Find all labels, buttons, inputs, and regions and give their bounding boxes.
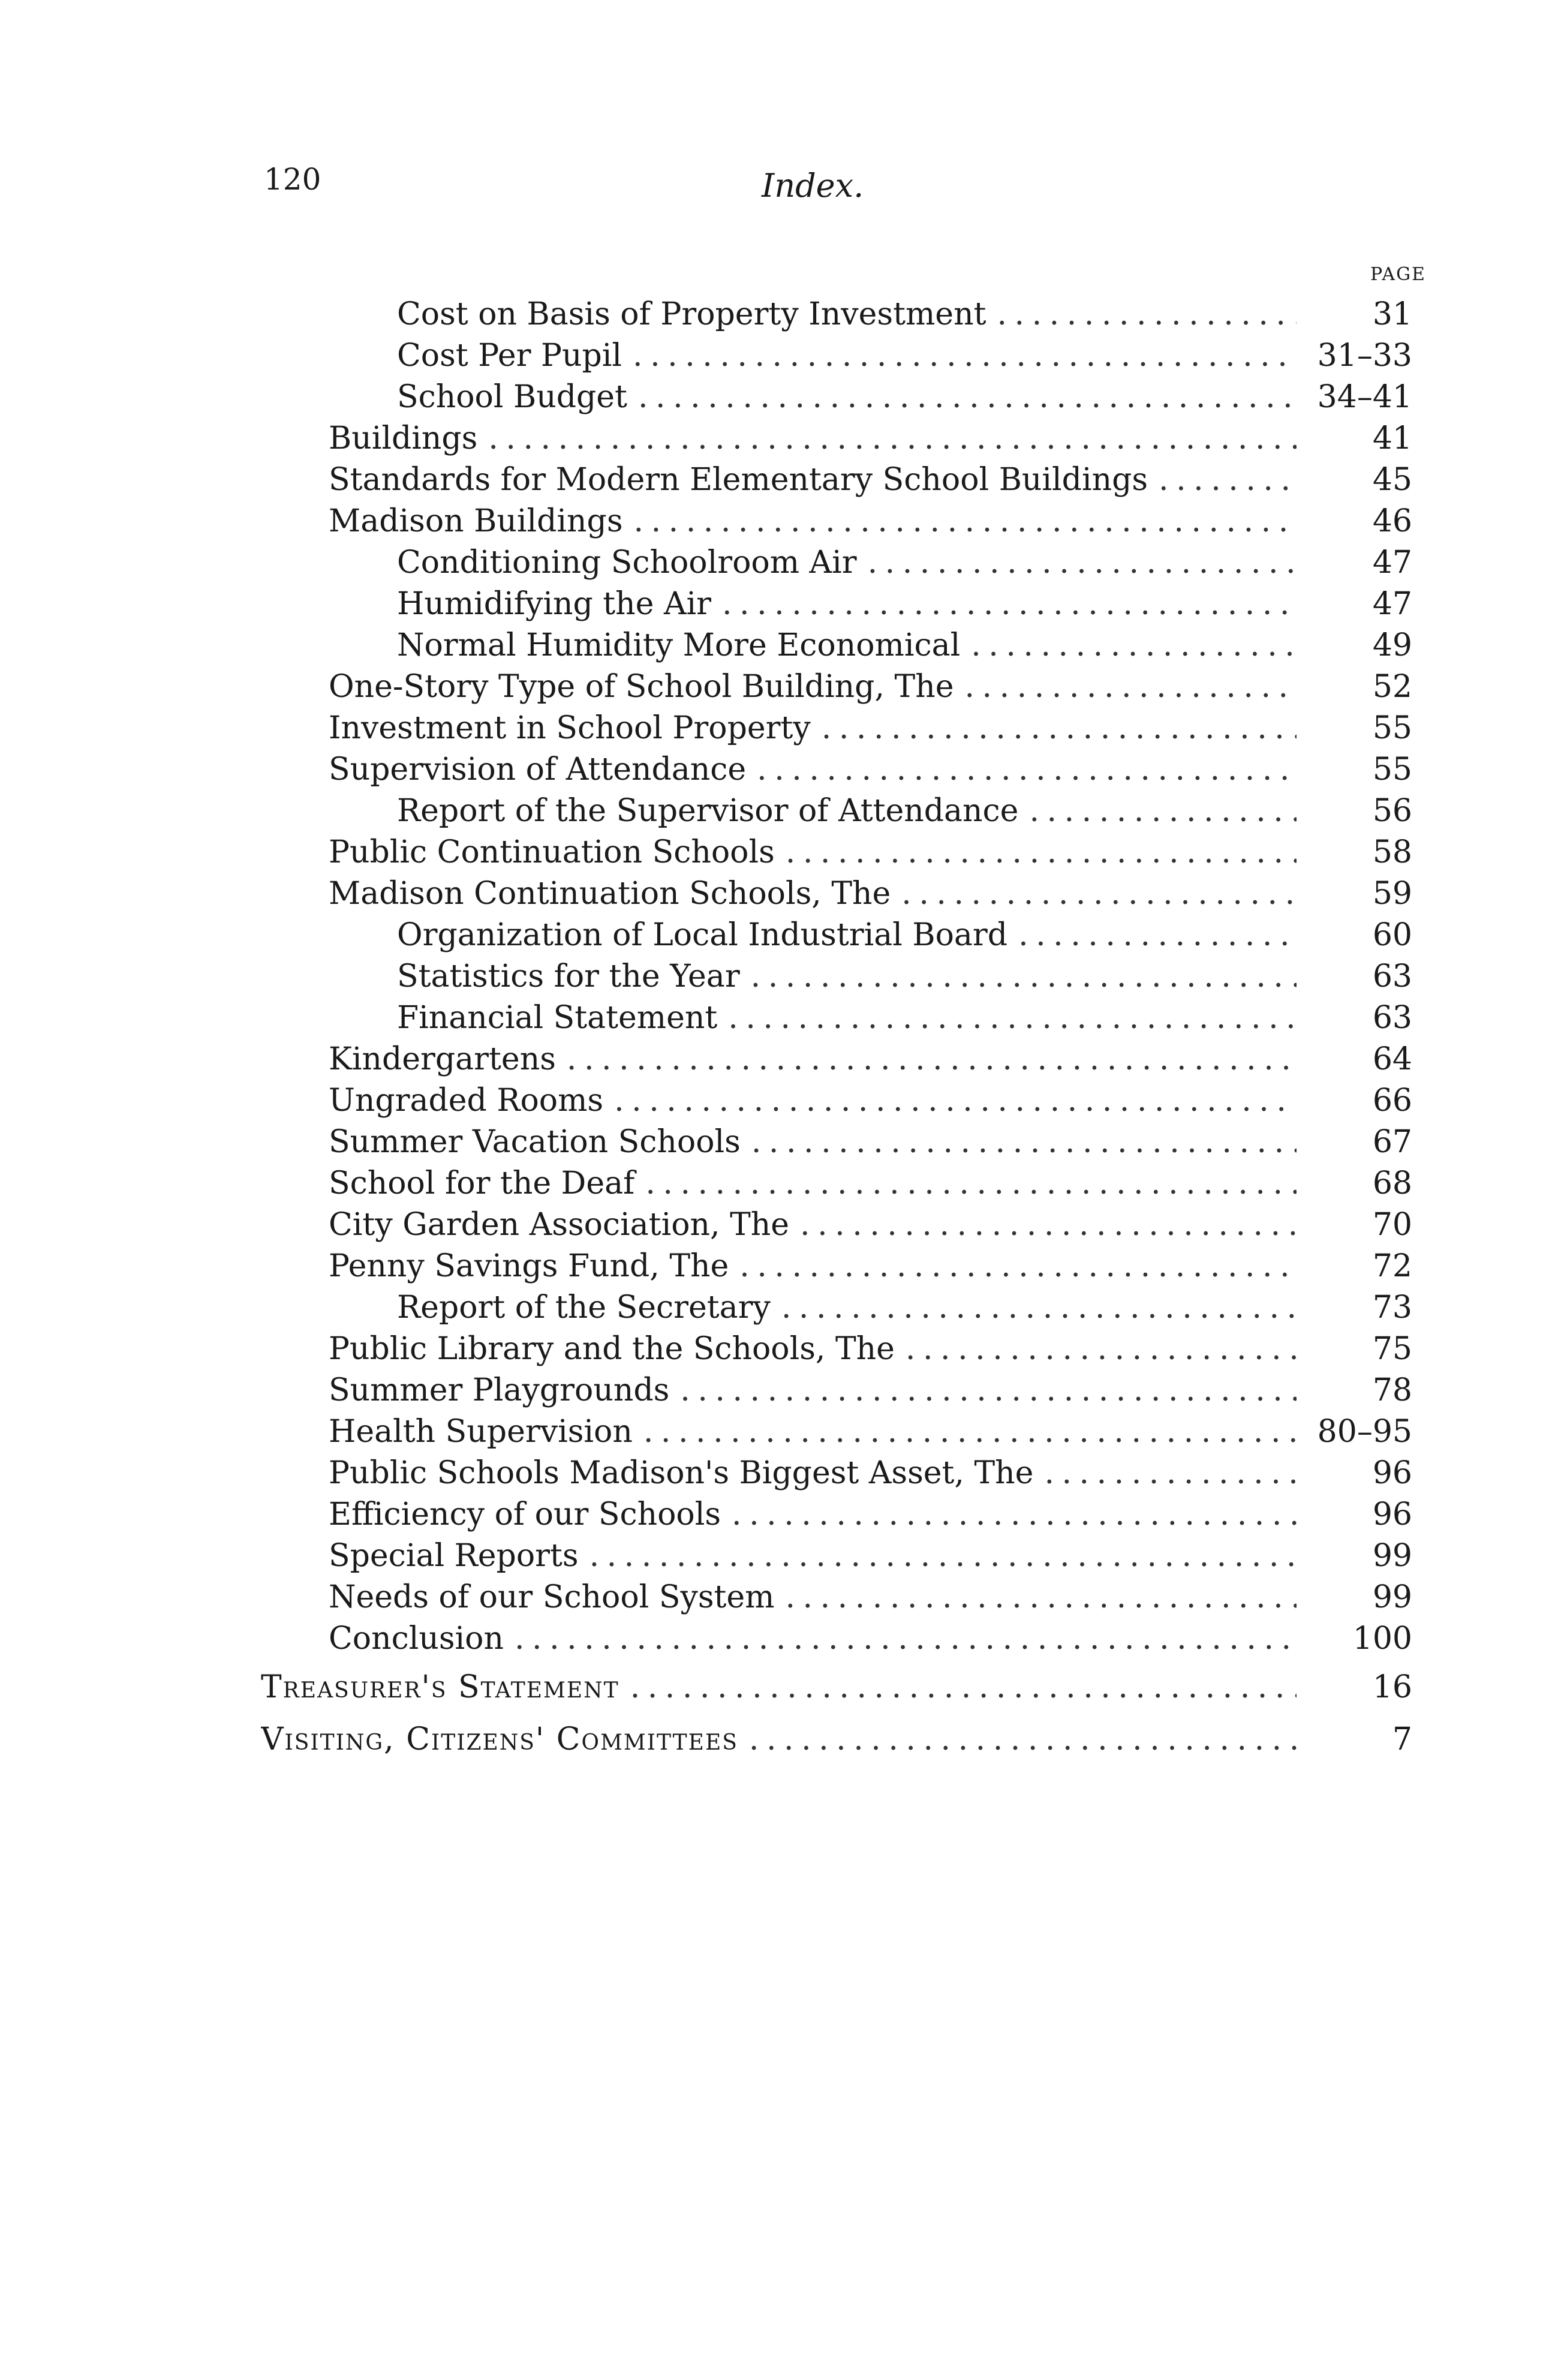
index-entry-title: Efficiency of our Schools	[329, 1496, 721, 1532]
index-entry	[397, 338, 1412, 378]
index-entry-page: 41	[1372, 420, 1412, 456]
index-entry-page: 46	[1372, 503, 1412, 539]
index-entry	[329, 1124, 1412, 1165]
index-entry-page: 99	[1372, 1579, 1412, 1615]
index-entry-title: One-Story Type of School Building, The	[329, 669, 954, 705]
index-entry	[397, 296, 1412, 337]
dot-leader	[1159, 462, 1297, 498]
index-entry	[329, 1207, 1412, 1248]
dot-leader	[614, 1083, 1297, 1119]
index-entry-title: Kindergartens	[329, 1041, 556, 1077]
index-entry	[329, 1455, 1412, 1496]
index-entry-page: 55	[1372, 710, 1412, 746]
dot-leader	[728, 1000, 1297, 1036]
index-entry-page: 66	[1372, 1083, 1412, 1119]
index-entry	[329, 503, 1412, 544]
index-entry	[397, 627, 1412, 668]
index-entry	[329, 1331, 1412, 1372]
index-entry	[329, 1083, 1412, 1123]
index-entry-title: Conclusion	[329, 1621, 504, 1657]
index-entry	[329, 1248, 1412, 1289]
dot-leader	[800, 1207, 1297, 1243]
index-entry-page: 68	[1372, 1165, 1412, 1201]
dot-leader	[722, 586, 1297, 622]
index-entry-page: 31	[1372, 296, 1412, 332]
page-number: 120	[264, 162, 321, 197]
dot-leader	[638, 379, 1297, 415]
dot-leader	[786, 834, 1297, 870]
index-entry	[329, 1414, 1412, 1455]
index-entry-title: School for the Deaf	[329, 1165, 635, 1201]
index-entry-page: 31–33	[1317, 338, 1412, 374]
index-entry-page: 45	[1372, 462, 1412, 498]
index-entry-title: Cost on Basis of Property Investment	[397, 296, 986, 332]
dot-leader	[868, 545, 1297, 581]
dot-leader	[680, 1372, 1297, 1408]
index-entry-title: Special Reports	[329, 1538, 579, 1574]
dot-leader	[645, 1165, 1297, 1201]
dot-leader	[633, 338, 1297, 374]
index-entry	[261, 1669, 1412, 1710]
index-entry-page: 67	[1372, 1124, 1412, 1160]
index-entry-title: Health Supervision	[329, 1414, 633, 1450]
index-entry-title: Summer Playgrounds	[329, 1372, 670, 1408]
dot-leader	[964, 669, 1297, 705]
dot-leader	[751, 958, 1297, 994]
index-entry-page: 52	[1372, 669, 1412, 705]
index-entry-page: 96	[1372, 1496, 1412, 1532]
index-entry-page: 34–41	[1317, 379, 1412, 415]
index-entry-title: Humidifying the Air	[397, 586, 711, 622]
index-entry-title: Public Library and the Schools, The	[329, 1331, 895, 1367]
dot-leader	[997, 296, 1297, 332]
dot-leader	[567, 1041, 1297, 1077]
index-entry-title: Cost Per Pupil	[397, 338, 622, 374]
index-entry-page: 96	[1372, 1455, 1412, 1491]
index-entry	[397, 586, 1412, 627]
index-entry	[329, 1165, 1412, 1206]
dot-leader	[822, 710, 1297, 746]
dot-leader	[781, 1290, 1297, 1326]
index-entry	[329, 1621, 1412, 1661]
index-entry-title: Normal Humidity More Economical	[397, 627, 961, 663]
index-entry-title: Summer Vacation Schools	[329, 1124, 741, 1160]
index-entry-title: Financial Statement	[397, 1000, 718, 1036]
index-entry-page: 72	[1372, 1248, 1412, 1284]
dot-leader	[1029, 793, 1297, 829]
dot-leader	[488, 420, 1297, 456]
index-entry-title: Public Continuation Schools	[329, 834, 775, 870]
dot-leader	[634, 503, 1297, 539]
index-entry-page: 75	[1372, 1331, 1412, 1367]
index-entry	[261, 1721, 1412, 1762]
index-entry	[329, 669, 1412, 710]
index-entry-page: 59	[1372, 876, 1412, 912]
dot-leader	[1044, 1455, 1297, 1491]
index-entry	[329, 1041, 1412, 1082]
index-entry	[329, 462, 1412, 503]
index-entry-title: Penny Savings Fund, The	[329, 1248, 729, 1284]
dot-leader	[589, 1538, 1297, 1574]
index-entry-page: 56	[1372, 793, 1412, 829]
dot-leader	[1018, 917, 1297, 953]
dot-leader	[751, 1124, 1297, 1160]
index-entry-page: 47	[1372, 586, 1412, 622]
index-entry	[329, 710, 1412, 751]
index-entry-page: 100	[1352, 1621, 1412, 1657]
index-entry	[397, 379, 1412, 420]
index-entry-title: Madison Continuation Schools, The	[329, 876, 891, 912]
running-head: Index.	[762, 167, 864, 205]
index-entry-title: Investment in School Property	[329, 710, 811, 746]
index-entry-title: Statistics for the Year	[397, 958, 740, 994]
index-entry-title: Treasurer's Statement	[261, 1669, 619, 1705]
index-entry	[397, 1000, 1412, 1041]
index-entry-title: School Budget	[397, 379, 627, 415]
index-entry-page: 60	[1372, 917, 1412, 953]
dot-leader	[971, 627, 1297, 663]
index-entry-page: 99	[1372, 1538, 1412, 1574]
index-entry-title: Buildings	[329, 420, 478, 456]
index-entry	[329, 752, 1412, 792]
index-entry-page: 63	[1372, 1000, 1412, 1036]
index-entry-page: 70	[1372, 1207, 1412, 1243]
index-entry	[329, 1372, 1412, 1413]
index-entry-title: Ungraded Rooms	[329, 1083, 604, 1119]
index-entry	[397, 793, 1412, 834]
index-entry-page: 80–95	[1317, 1414, 1412, 1450]
dot-leader	[732, 1496, 1297, 1532]
dot-leader	[786, 1579, 1297, 1615]
dot-leader	[630, 1669, 1297, 1705]
dot-leader	[749, 1721, 1297, 1757]
index-entry-page: 73	[1372, 1290, 1412, 1326]
index-entry-page: 63	[1372, 958, 1412, 994]
index-entry	[329, 876, 1412, 916]
index-entry	[397, 958, 1412, 999]
dot-leader	[515, 1621, 1297, 1657]
dot-leader	[906, 1331, 1297, 1367]
dot-leader	[643, 1414, 1297, 1450]
index-entry	[329, 420, 1412, 461]
index-entry	[329, 1579, 1412, 1620]
index-entry-page: 49	[1372, 627, 1412, 663]
index-entry-title: Conditioning Schoolroom Air	[397, 545, 857, 581]
index-entry-title: Public Schools Madison's Biggest Asset, The	[329, 1455, 1034, 1491]
dot-leader	[739, 1248, 1297, 1284]
index-entry	[329, 1496, 1412, 1537]
index-entry-page: 47	[1372, 545, 1412, 581]
dot-leader	[757, 752, 1297, 788]
index-entry-page: 7	[1392, 1721, 1412, 1757]
index-entry-title: Standards for Modern Elementary School Buildings	[329, 462, 1148, 498]
index-entry-page: 64	[1372, 1041, 1412, 1077]
index-entry	[397, 545, 1412, 585]
index-entry	[329, 1538, 1412, 1579]
index-entry	[397, 917, 1412, 958]
index-entry-page: 78	[1372, 1372, 1412, 1408]
index-entry-title: Organization of Local Industrial Board	[397, 917, 1008, 953]
index-entry-title: City Garden Association, The	[329, 1207, 790, 1243]
index-entry	[397, 1290, 1412, 1330]
index-entry	[329, 834, 1412, 875]
index-entry-page: 55	[1372, 752, 1412, 788]
index-entry-page: 58	[1372, 834, 1412, 870]
index-entry-title: Needs of our School System	[329, 1579, 775, 1615]
index-entry-title: Madison Buildings	[329, 503, 623, 539]
index-entry-page: 16	[1372, 1669, 1412, 1705]
dot-leader	[901, 876, 1297, 912]
index-entry-title: Report of the Supervisor of Attendance	[397, 793, 1019, 829]
index-entry-title: Supervision of Attendance	[329, 752, 747, 788]
index-entry-title: Visiting, Citizens' Committees	[261, 1721, 738, 1757]
page-column-label: PAGE	[1370, 264, 1426, 285]
index-entry-title: Report of the Secretary	[397, 1290, 771, 1326]
